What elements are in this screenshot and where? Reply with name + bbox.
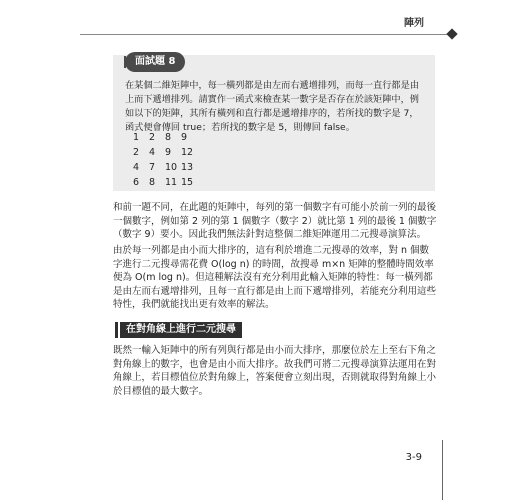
matrix-cell: 2 (133, 147, 140, 158)
matrix-row (133, 175, 197, 190)
section-heading-accent (115, 322, 118, 338)
matrix-cell: 6 (133, 177, 140, 188)
page-number: 3-9 (405, 452, 422, 463)
matrix-cell: 9 (165, 147, 172, 158)
header-rule (80, 34, 452, 35)
matrix-cell: 13 (181, 162, 194, 173)
matrix-cell: 1 (133, 132, 140, 143)
matrix-cell: 10 (165, 162, 178, 173)
question-text: 在某個二維矩陣中，每一橫列都是由左而右遞增排列，而每一直行都是由上而下遞增排列。請實作一函式來檢查某一數字是否存在於該矩陣中，例如以下的矩陣，其所有橫列和直行都是遞增排序的，若所找的數字是 7，函式便會傳回 true；若所找的數字是 5，則傳回 false。 (125, 80, 419, 133)
paragraph-intro: 和前一題不同，在此題的矩陣中，每列的第一個數字有可能小於前一列的最後一個數字，例如第 2 列的第 1 個數字（數字 2）就比第 1 列的最後 1 個數字（數字 9）要小。因此我們無法針對這整個二維矩陣運用二元搜尋演算法。 (113, 202, 437, 240)
matrix-cell: 4 (133, 162, 140, 173)
matrix-cell: 12 (181, 147, 194, 158)
matrix-row (133, 160, 197, 175)
footer-rule (442, 440, 443, 500)
question-badge: 面試題 8 (125, 52, 185, 72)
matrix-cell: 15 (181, 177, 194, 188)
matrix-row (133, 145, 197, 160)
matrix-cell: 9 (181, 132, 188, 143)
paragraph-diagonal-search: 既然一輸入矩陣中的所有列與行都是由小而大排序，那麼位於左上至右下角之對角線上的數字，也會是由小而大排序。故我們可將二元搜尋演算法運用在對角線上，若目標值位於對角線上，答案便會立刻出現，否則就取得對角線上小於目標值的最大數字。 (113, 345, 437, 397)
diamond-icon (446, 28, 457, 39)
paragraph-binary-search-rows: 由於每一列都是由小而大排序的，這有利於增進二元搜尋的效率，對 n 個數字進行二元搜尋需花費 O(log n) 的時間，故搜尋 m×n 矩陣的整體時間效率便為 O(m log n)。但這種解法沒有充分利用此輸入矩陣的特性：每一橫列都是由左而右遞增排列，且每一直行都是由上而下遞增排列，若能充分利用這些特性，我們就能找出更有效率的解法。 (113, 245, 437, 310)
matrix-cell: 8 (149, 177, 156, 188)
example-matrix (133, 130, 197, 190)
matrix-cell: 4 (149, 147, 156, 158)
interview-question-box (113, 55, 435, 191)
matrix-cell: 11 (165, 177, 178, 188)
matrix-cell: 7 (149, 162, 156, 173)
page-header (0, 0, 520, 40)
section-heading: 在對角線上進行二元搜尋 (120, 322, 242, 338)
matrix-cell: 2 (149, 132, 156, 143)
chapter-title: 陣列 (404, 18, 424, 29)
matrix-cell: 8 (165, 132, 172, 143)
matrix-row (133, 130, 197, 145)
